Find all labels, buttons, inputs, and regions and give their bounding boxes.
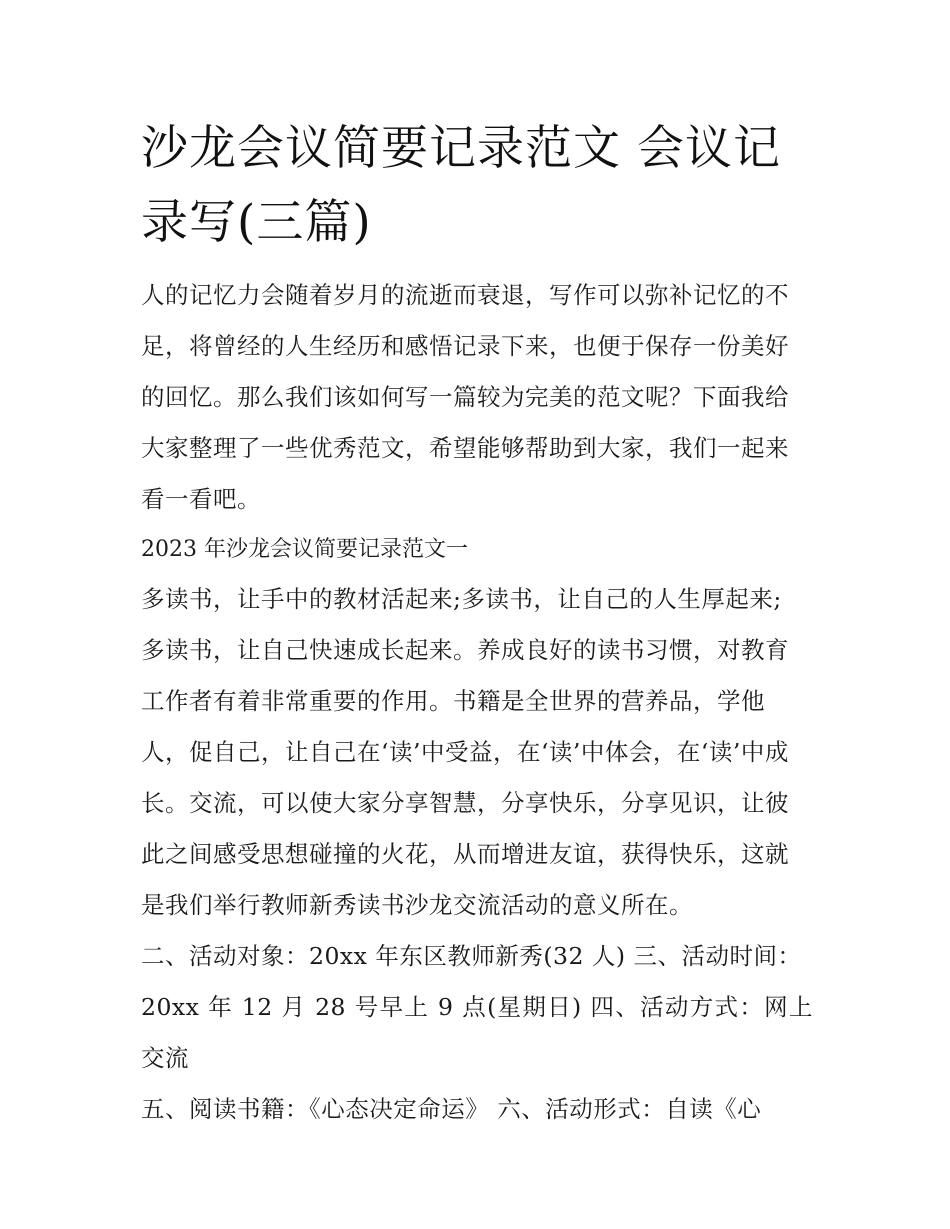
- body-paragraph: 多读书，让手中的教材活起来;多读书，让自己的人生厚起来; 多读书，让自己快速成长起来。养成良好的读书习惯，对教育 工作者有着非常重要的作用。书籍是全世界的营养品，学他 人，促自己，让自己在‘读’中受益，在‘读’中体会，在‘读’中成 长。交流，可以使大家分享智慧，分享快乐，分享见识，让彼 此之间感受思想碰撞的火花，从而增进友谊，获得快乐，这就 是我们举行教师新秀读书沙龙交流活动的意义所在。: [141, 585, 789, 919]
- details-paragraph: 二、活动对象：20xx 年东区教师新秀(32 人) 三、活动时间： 20xx 年 12 月 28 号早上 9 点(星期日) 四、活动方式：网上交流 五、阅读书籍：《心态决定命运》 六、活动形式：自读《心: [141, 942, 813, 1123]
- document-title: 沙龙会议简要记录范文 会议记 录写(三篇): [141, 121, 781, 250]
- intro-paragraph: 人的记忆力会随着岁月的流逝而衰退，写作可以弥补记忆的不 足，将曾经的人生经历和感悟记录下来，也便于保存一份美好 的回忆。那么我们该如何写一篇较为完美的范文呢？下面我给 大家整理了一些优秀范文，希望能够帮助到大家，我们一起来 看一看吧。: [141, 281, 789, 513]
- section-heading: 2023 年沙龙会议简要记录范文一: [141, 537, 468, 562]
- document-content: [141, 112, 813, 1135]
